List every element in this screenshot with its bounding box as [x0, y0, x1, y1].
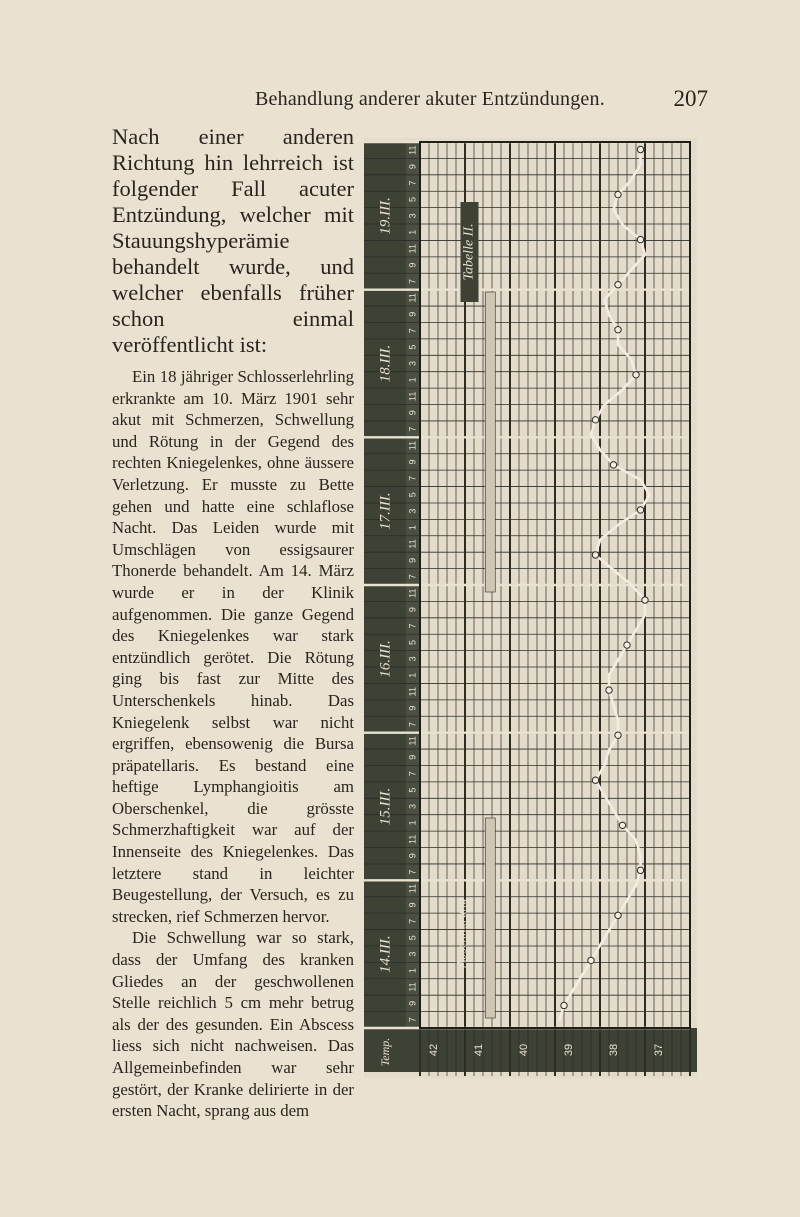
temperature-point: [637, 146, 643, 152]
hour-tick-label: 7: [407, 574, 418, 580]
case-paragraph: Ein 18 jähriger Schlosserlehrling erkrankte am 10. März 1901 sehr akut mit Schmerzen, Schwellung und Rötung in der Gegend des rechten Kniegelenkes, ohne äussere Verletzung. Er musste zu Bette gehen und hatte eine schlaflose Nacht. Das Leiden wurde mit Umschlägen von essigsaurer Thonerde behandelt. Am 14. März wurde er in der Klinik aufgenommen. Die ganze Gegend des Kniegelenkes war stark entzündlich gerötet. Die Rötung ging bis fast zur Mitte des Unterschenkels hinab. Das Kniegelenk selbst war nicht ergriffen, ebensowenig die Bursa präpatellaris. Es bestand eine heftige Lymphangioitis am Oberschenkel, die grösste Schmerzhaftigkeit war auf der Innenseite des Kniegelenkes. Das letztere stand in leichter Beugestellung, der Versuch, es zu strecken, rief Schmerzen hervor.: [112, 367, 354, 926]
temperature-point: [615, 327, 621, 333]
hour-tick-label: 3: [407, 360, 418, 367]
hour-tick-label: 11: [407, 883, 418, 894]
hour-tick-label: 11: [407, 539, 418, 549]
hour-tick-label: 5: [407, 935, 418, 941]
hour-tick-label: 3: [407, 951, 418, 957]
hour-tick-label: 7: [407, 869, 418, 875]
hour-tick-label: 3: [407, 656, 418, 662]
temperature-point: [633, 372, 639, 378]
annotation-abschnuerung: Abschnürung: [453, 898, 469, 968]
day-label: 17.III.: [377, 492, 394, 530]
day-label: 19.III.: [377, 197, 394, 235]
temperature-point: [637, 236, 643, 242]
hour-tick-label: 11: [407, 293, 418, 303]
hour-tick-label: 9: [407, 164, 418, 170]
hour-tick-label: 9: [407, 853, 418, 859]
annotation-tabelle: Tabelle II.: [461, 223, 477, 281]
x-axis-label: Temp.: [377, 1037, 392, 1067]
x-tick-label: 41: [472, 1043, 485, 1057]
hour-tick-label: 9: [407, 262, 418, 268]
running-title: Behandlung anderer akuter Entzündungen.: [255, 88, 605, 110]
hour-tick-label: 1: [407, 672, 418, 678]
x-tick-label: 42: [427, 1043, 440, 1057]
x-tick-label: 39: [562, 1043, 575, 1057]
temperature-point: [588, 957, 594, 963]
hour-tick-label: 5: [407, 492, 418, 498]
binde-bar: [485, 292, 495, 592]
hour-tick-label: 9: [407, 1000, 418, 1006]
hour-tick-label: 7: [407, 328, 418, 334]
temperature-chart-svg: [364, 138, 710, 1078]
hour-tick-label: 7: [407, 918, 418, 924]
hour-tick-label: 11: [407, 686, 418, 697]
hour-tick-label: 7: [407, 1017, 418, 1023]
hour-tick-label: 7: [407, 180, 418, 186]
hour-tick-label: 11: [407, 736, 418, 746]
temperature-chart: [364, 138, 710, 1078]
intro-paragraph: Nach einer anderen Richtung hin lehrreich ist folgender Fall acuter Entzündung, welcher mit Stauungshyperämie behandelt wurde, und welcher ebenfalls früher schon einmal veröffentlicht ist:: [112, 124, 354, 357]
hour-tick-label: 5: [407, 787, 418, 793]
temperature-point: [606, 687, 612, 693]
temperature-point: [610, 462, 616, 468]
hour-tick-label: 3: [407, 803, 418, 810]
hour-tick-label: 9: [407, 754, 418, 760]
hour-tick-label: 7: [407, 721, 418, 727]
page-number: 207: [673, 86, 708, 111]
hour-tick-label: 7: [407, 426, 418, 432]
temperature-point: [592, 552, 598, 558]
day-label: 15.III.: [377, 787, 394, 826]
hour-tick-label: 11: [407, 243, 418, 254]
hour-tick-label: 9: [407, 705, 418, 711]
temperature-point: [615, 732, 621, 738]
hour-tick-label: 7: [407, 771, 418, 777]
temperature-point: [561, 1002, 567, 1008]
temperature-point: [615, 191, 621, 197]
hour-tick-label: 1: [407, 525, 418, 531]
temperature-point: [615, 912, 621, 918]
hour-tick-label: 9: [407, 410, 418, 416]
temperature-point: [615, 281, 621, 287]
hour-tick-label: 5: [407, 344, 418, 350]
hour-tick-label: 1: [407, 820, 418, 826]
hour-tick-label: 11: [407, 391, 418, 401]
hour-tick-label: 9: [407, 557, 418, 563]
swelling-paragraph: Die Schwellung war so stark, dass der Umfang des kranken Gliedes an der geschwollenen Stelle reichlich 5 cm mehr betrug als der des gesunden. Ein Abscess liess sich nicht nachweisen. Das Allgemeinbefinden war sehr gestört, der Kranke delirierte in der ersten Nacht, sprang aus dem: [112, 928, 354, 1121]
x-tick-label: 37: [652, 1043, 665, 1057]
hour-tick-label: 11: [407, 834, 418, 844]
temperature-point: [637, 867, 643, 873]
temperature-point: [592, 417, 598, 423]
abschnuerung-bar: [485, 818, 495, 1018]
page-header: [120, 88, 710, 118]
hour-tick-label: 9: [407, 311, 418, 317]
temperature-point: [637, 507, 643, 513]
hour-tick-label: 1: [407, 377, 418, 383]
hour-tick-label: 7: [407, 475, 418, 481]
day-label: 16.III.: [377, 640, 394, 678]
day-label: 14.III.: [377, 935, 394, 973]
axis-strip: [364, 1028, 697, 1072]
temperature-point: [592, 777, 598, 783]
hour-tick-label: 11: [407, 145, 418, 155]
temperature-point: [619, 822, 625, 828]
hour-tick-label: 9: [407, 902, 418, 908]
hour-tick-label: 11: [407, 588, 418, 598]
temperature-point: [642, 597, 648, 603]
hour-tick-label: 7: [407, 278, 418, 284]
hour-tick-label: 1: [407, 229, 418, 235]
hour-tick-label: 9: [407, 607, 418, 613]
hour-tick-label: 3: [407, 508, 418, 514]
x-tick-label: 36: [697, 1043, 710, 1057]
hour-tick-label: 3: [407, 213, 418, 219]
temperature-point: [624, 642, 630, 648]
x-tick-label: 40: [517, 1043, 530, 1057]
hour-tick-label: 9: [407, 459, 418, 465]
hour-tick-label: 5: [407, 639, 418, 645]
day-label: 18.III.: [377, 344, 394, 383]
hour-tick-label: 11: [407, 982, 418, 992]
hour-tick-label: 5: [407, 196, 418, 202]
hour-tick-label: 7: [407, 623, 418, 629]
x-tick-label: 38: [607, 1043, 620, 1057]
hour-tick-label: 1: [407, 968, 418, 974]
hour-tick-label: 11: [407, 440, 418, 451]
body-text: [112, 124, 354, 1122]
